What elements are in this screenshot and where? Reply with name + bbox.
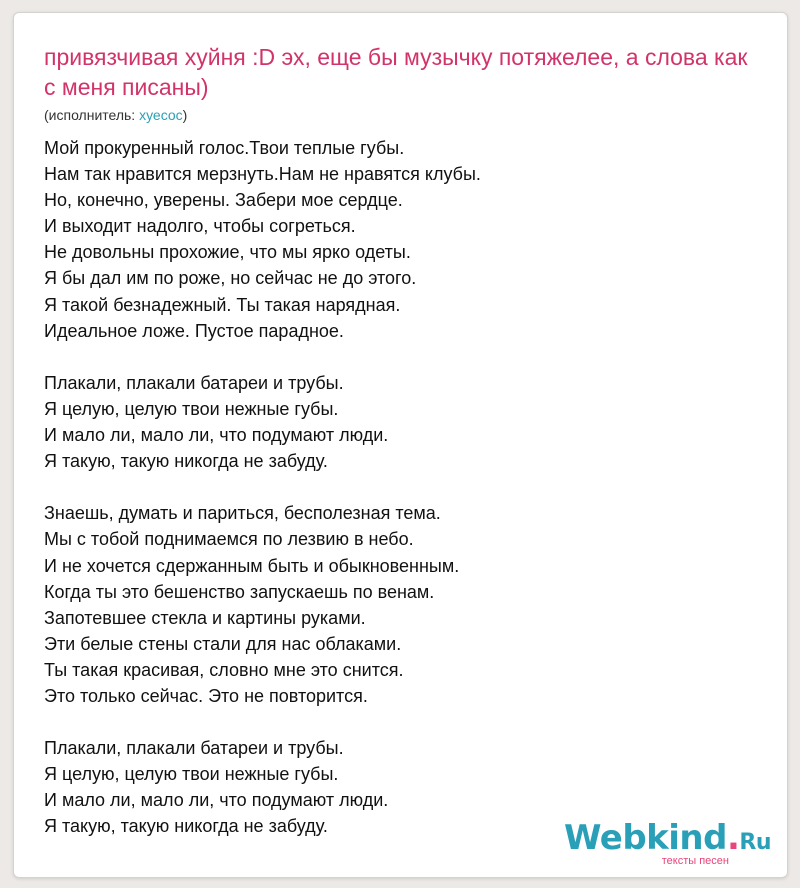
lyric-line: И мало ли, мало ли, что подумают люди.	[44, 425, 389, 446]
lyric-line: Но, конечно, уверены. Забери мое сердце.	[44, 190, 403, 211]
webkind-logo[interactable]	[564, 820, 771, 867]
lyric-line: Мы с тобой поднимаемся по лезвию в небо.	[44, 529, 414, 550]
lyrics-card	[13, 12, 788, 878]
lyric-line: И не хочется сдержанным быть и обыкновенным.	[44, 555, 460, 576]
lyric-line: Я бы дал им по роже, но сейчас не до этого.	[44, 268, 417, 289]
lyric-line: Мой прокуренный голос.Твои теплые губы.	[44, 138, 405, 158]
lyric-line: Знаешь, думать и париться, бесполезная тема.	[44, 503, 441, 524]
lyric-line: Запотевшее стекла и картины руками.	[44, 607, 366, 628]
lyric-line: Не довольны прохожие, что мы ярко одеты.	[44, 242, 411, 263]
logo-dot: .	[726, 818, 740, 858]
lyric-line: Я целую, целую твои нежные губы.	[44, 764, 339, 785]
lyric-line: Я целую, целую твои нежные губы.	[44, 398, 339, 419]
song-title: привязчивая хуйня :D эх, еще бы музычку потяжелее, а слова как с меня писаны)	[44, 44, 748, 100]
lyric-line: Я такую, такую никогда не забуду.	[44, 816, 328, 837]
artist-line	[44, 106, 187, 124]
lyric-line: Я такую, такую никогда не забуду.	[44, 451, 328, 472]
artist-prefix: (исполнитель:	[44, 107, 140, 123]
logo-tld: Ru	[739, 830, 771, 855]
lyric-line: И выходит надолго, чтобы согреться.	[44, 216, 356, 237]
lyrics-body	[44, 135, 764, 840]
logo-name: Webkind	[563, 818, 727, 858]
lyric-line: Идеальное ложе. Пустое парадное.	[44, 320, 344, 341]
artist-suffix: )	[182, 107, 188, 123]
lyric-line: Плакали, плакали батареи и трубы.	[44, 738, 344, 759]
lyric-line: Ты такая красивая, словно мне это снится.	[44, 659, 404, 680]
lyric-line: Я такой безнадежный. Ты такая нарядная.	[44, 294, 401, 315]
logo-tagline: тексты песен	[661, 855, 729, 867]
stanza-gap	[44, 709, 764, 735]
lyric-line: Эти белые стены стали для нас облаками.	[44, 633, 402, 654]
lyric-line: Плакали, плакали батареи и трубы.	[44, 372, 344, 393]
artist-link[interactable]: хуесос	[139, 107, 183, 123]
stanza-gap	[44, 344, 764, 370]
lyric-line: Это только сейчас. Это не повторится.	[44, 685, 368, 706]
lyric-line: Когда ты это бешенство запускаешь по венам.	[44, 581, 435, 602]
lyric-line: И мало ли, мало ли, что подумают люди.	[44, 790, 389, 811]
lyric-line: Нам так нравится мерзнуть.Нам не нравятся клубы.	[44, 164, 481, 185]
stanza-gap	[44, 474, 764, 500]
